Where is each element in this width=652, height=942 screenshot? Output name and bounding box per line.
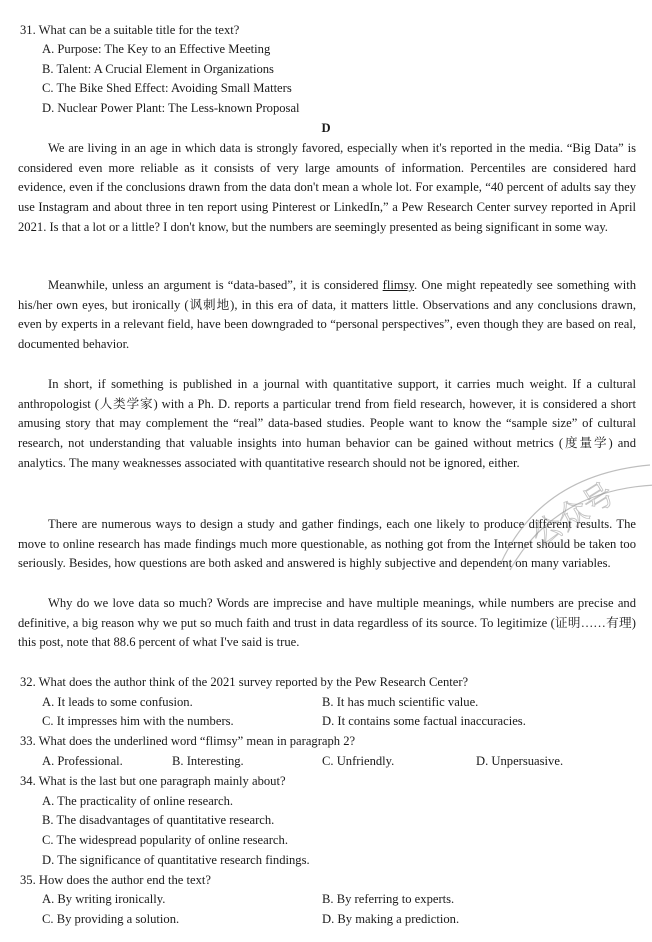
passage-paragraph-5: Why do we love data so much? Words are imprecise and have multiple meanings, while numbers are precise and definitive, a big reason why we put so much faith and trust in data regardless of its source. To legitimize (证明……有理) this post, note that 88.6 percent of what I've said is true. (18, 596, 636, 650)
q34-option-d: D. The significance of quantitative research findings. (42, 853, 310, 867)
q33-option-b: B. Interesting. (172, 754, 244, 768)
paragraph-2-text-start: Meanwhile, unless an argument is “data-based”, it is considered (48, 278, 383, 292)
question-32: 32. What does the author think of the 2021 survey reported by the Pew Research Center? (20, 675, 469, 689)
paragraph-2-text-end: . One might repeatedly see something with his/her own eyes, but ironically (讽刺地), in this era of data, it matters little. Observations and any conclusions drawn, even by experts in a relevant field, have been downgraded to “personal perspectives”, even though they are based on real, documented behavior. (18, 278, 636, 351)
q33-option-d: D. Unpersuasive. (476, 754, 564, 768)
q34-option-b: B. The disadvantages of quantitative research. (42, 813, 275, 827)
q32-option-c: C. It impresses him with the numbers. (42, 714, 234, 728)
passage-paragraph-1: We are living in an age in which data is strongly favored, especially when it's reported in the media. “Big Data” is considered even more reliable as it consists of very large amounts of information. Percentiles are considered hard evidence, even if the conclusions drawn from the data don't mean a whole lot. For example, “40 percent of adults say they use Instagram and about three in ten report using Pinterest or LinkedIn,” a Pew Research Center survey reported in April 2021. Is that a lot or a little? I don't know, but the numbers are seemingly presented as being significant in some way. (18, 141, 636, 234)
q32-option-d: D. It contains some factual inaccuracies. (322, 714, 526, 728)
passage-paragraph-4: There are numerous ways to design a study and gather findings, each one likely to produce different results. The move to online research has made findings much more questionable, as nothing got from the Internet should be taken too seriously. Besides, how questions are both asked and answered is highly subjective and dependent on many variables. (18, 517, 636, 571)
q31-option-a: A. Purpose: The Key to an Effective Meeting (42, 42, 271, 56)
q35-option-c: C. By providing a solution. (42, 912, 180, 926)
question-31: 31. What can be a suitable title for the text? (20, 23, 240, 37)
passage-paragraph-3: In short, if something is published in a journal with quantitative support, it carries much weight. If a cultural anthropologist (人类学家) with a Ph. D. reports a particular trend from field research, however, it is considered a short amusing story that may complement the “real” data-based studies. People want to know the “sample size” of cultural research, not understanding that valuable insights into human behavior can be gained without metrics (度量学) and analytics. The many weaknesses associated with quantitative research should not be ignored, either. (18, 377, 636, 470)
q34-option-a: A. The practicality of online research. (42, 794, 234, 808)
q35-option-b: B. By referring to experts. (322, 892, 455, 906)
q32-option-a: A. It leads to some confusion. (42, 695, 193, 709)
q35-option-d: D. By making a prediction. (322, 912, 460, 926)
q32-option-b: B. It has much scientific value. (322, 695, 479, 709)
underlined-word-flimsy: flimsy (382, 278, 415, 292)
q33-option-a: A. Professional. (42, 754, 123, 768)
question-35: 35. How does the author end the text? (20, 873, 211, 887)
section-heading: D (321, 121, 331, 135)
q31-option-b: B. Talent: A Crucial Element in Organizations (42, 62, 274, 76)
watermark-text: 公众号 (525, 476, 621, 554)
q31-option-c: C. The Bike Shed Effect: Avoiding Small Matters (42, 81, 292, 95)
q35-option-a: A. By writing ironically. (42, 892, 166, 906)
q31-option-d: D. Nuclear Power Plant: The Less-known Proposal (42, 101, 300, 115)
question-33: 33. What does the underlined word “flimsy” mean in paragraph 2? (20, 734, 356, 748)
passage-paragraph-2 (18, 276, 636, 355)
q34-option-c: C. The widespread popularity of online research. (42, 833, 288, 847)
q33-option-c: C. Unfriendly. (322, 754, 395, 768)
question-34: 34. What is the last but one paragraph mainly about? (20, 774, 286, 788)
